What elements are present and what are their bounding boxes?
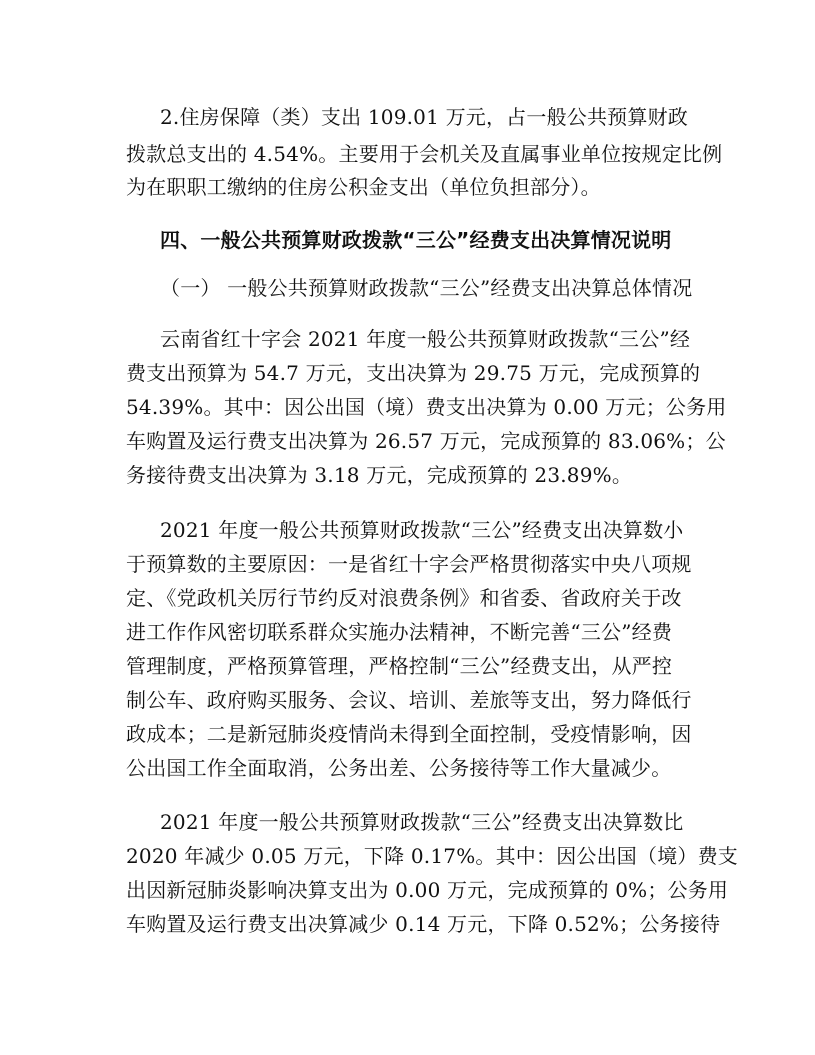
- paragraph-line: 公出国工作全面取消，公务出差、公务接待等工作大量减少。: [126, 756, 672, 780]
- paragraph-line: 管理制度，严格预算管理，严格控制“三公”经费支出，从严控: [126, 654, 673, 678]
- paragraph-line: 政成本；二是新冠肺炎疫情尚未得到全面控制，受疫情影响，因: [126, 722, 692, 746]
- paragraph-line: 务接待费支出决算为 3.18 万元，完成预算的 23.89%。: [126, 463, 633, 487]
- paragraph-line: 拨款总支出的 4.54%。主要用于会机关及直属事业单位按规定比例: [126, 142, 723, 166]
- paragraph-line: 车购置及运行费支出决算为 26.57 万元，完成预算的 83.06%；公: [126, 429, 726, 453]
- paragraph-line: 进工作作风密切联系群众实施办法精神，不断完善“三公”经费: [126, 620, 673, 644]
- paragraph-line: 车购置及运行费支出决算减少 0.14 万元，下降 0.52%；公务接待: [126, 912, 721, 936]
- section-heading: 四、一般公共预算财政拨款“三公”经费支出决算情况说明: [160, 228, 672, 252]
- paragraph-line: 2021 年度一般公共预算财政拨款“三公”经费支出决算数小: [160, 518, 684, 542]
- paragraph-line: 定、《党政机关厉行节约反对浪费条例》和省委、省政府关于改: [126, 586, 682, 610]
- paragraph-line: 费支出预算为 54.7 万元，支出决算为 29.75 万元，完成预算的: [126, 361, 701, 385]
- paragraph-line: 2.住房保障（类）支出 109.01 万元，占一般公共预算财政: [160, 105, 688, 129]
- paragraph-line: 为在职职工缴纳的住房公积金支出（单位负担部分）。: [126, 175, 601, 199]
- paragraph-line: 54.39%。其中：因公出国（境）费支出决算为 0.00 万元；公务用: [126, 395, 727, 419]
- paragraph-line: 云南省红十字会 2021 年度一般公共预算财政拨款“三公”经: [160, 327, 691, 351]
- subsection-heading: （一） 一般公共预算财政拨款“三公”经费支出决算总体情况: [160, 276, 693, 300]
- paragraph-line: 制公车、政府购买服务、会议、培训、差旅等支出，努力降低行: [126, 688, 692, 712]
- paragraph-line: 出因新冠肺炎影响决算支出为 0.00 万元，完成预算的 0%；公务用: [126, 878, 729, 902]
- paragraph-line: 2020 年减少 0.05 万元，下降 0.17%。其中：因公出国（境）费支: [126, 844, 738, 868]
- paragraph-line: 于预算数的主要原因：一是省红十字会严格贯彻落实中央八项规: [126, 552, 692, 576]
- paragraph-line: 2021 年度一般公共预算财政拨款“三公”经费支出决算数比: [160, 810, 684, 834]
